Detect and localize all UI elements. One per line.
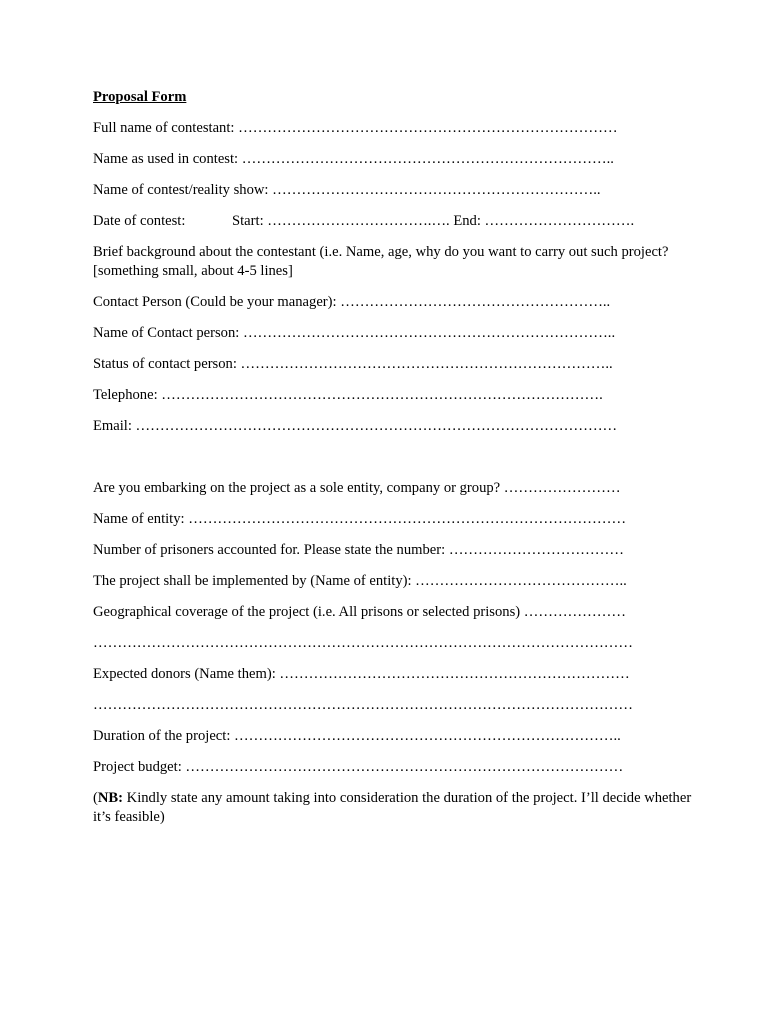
prisoners-line: Number of prisoners accounted for. Please state the number: ……………………………… xyxy=(93,542,624,558)
geo-coverage-line: Geographical coverage of the project (i.e. All prisons or selected prisons) ………………… xyxy=(93,604,626,620)
proposal-form-document xyxy=(93,88,693,839)
embarking-line: Are you embarking on the project as a sole entity, company or group? …………………… xyxy=(93,480,621,496)
duration-line: Duration of the project: …………………………………………………………………….. xyxy=(93,728,621,744)
nb-label: NB: xyxy=(97,790,124,806)
email-line: Email: ……………………………………………………………………………………… xyxy=(93,418,618,434)
section-spacer xyxy=(93,448,693,479)
telephone-line: Telephone: ………………………………………………………………………………. xyxy=(93,387,603,403)
contact-person-line: Contact Person (Could be your manager): ……………………………………………….. xyxy=(93,294,611,310)
contest-date-label: Date of contest: xyxy=(93,213,186,229)
entity-name-line: Name of entity: ……………………………………………………………………………… xyxy=(93,511,627,527)
background-instruction: Brief background about the contestant (i.e. Name, age, why do you want to carry out such project? [something small, about 4-5 lines] xyxy=(93,244,669,279)
nb-open-paren: ( xyxy=(93,790,98,806)
nb-note xyxy=(93,789,693,827)
implemented-by-line: The project shall be implemented by (Name of entity): …………………………………….. xyxy=(93,573,627,589)
contact-name-line: Name of Contact person: ………………………………………………………………….. xyxy=(93,325,616,341)
donors-continuation-line: ………………………………………………………………………………………………… xyxy=(93,697,633,713)
form-title: Proposal Form xyxy=(93,89,187,105)
nb-text: Kindly state any amount taking into consideration the duration of the project. I’ll decide whether it’s feasible) xyxy=(93,790,692,825)
contact-status-line: Status of contact person: ………………………………………………………………….. xyxy=(93,356,613,372)
budget-line: Project budget: ……………………………………………………………………………… xyxy=(93,759,624,775)
full-name-line: Full name of contestant: …………………………………………………………………… xyxy=(93,120,618,136)
geo-continuation-line: ………………………………………………………………………………………………… xyxy=(93,635,633,651)
contest-name-line: Name of contest/reality show: ………………………………………………………….. xyxy=(93,182,601,198)
contest-date-line xyxy=(93,212,693,231)
donors-line: Expected donors (Name them): ……………………………………………………………… xyxy=(93,666,630,682)
name-in-contest-line: Name as used in contest: ………………………………………………………………….. xyxy=(93,151,614,167)
contest-date-start-end: Start: …………………………….…. End: …………………………. xyxy=(232,213,635,229)
